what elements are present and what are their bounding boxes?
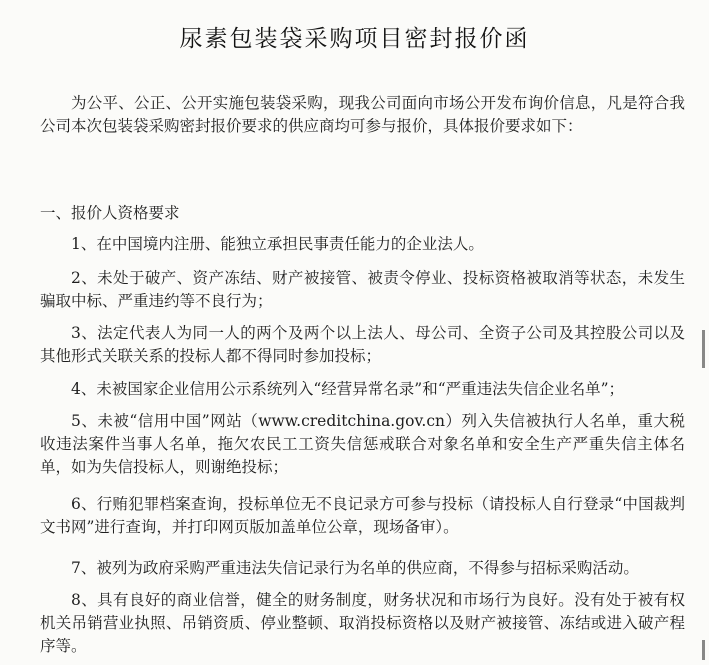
requirement-item-8: 8、具有良好的商业信誉，健全的财务制度，财务状况和市场行为良好。没有处于被有权机关吊销营业执照、吊销资质、停业整顿、取消投标资格以及财产被接管、冻结或进入破产程序等。 — [40, 591, 685, 655]
document-title: 尿素包装袋采购项目密封报价函 — [179, 26, 530, 52]
requirement-item-4: 4、未被国家企业信用公示系统列入“经营异常名录”和“严重违法失信企业名单”； — [71, 380, 625, 398]
scan-edge-mark — [702, 640, 705, 660]
requirement-item-6: 6、行贿犯罪档案查询，投标单位无不良记录方可参与投标（请投标人自行登录“中国裁判文书网”进行查询，并打印网页版加盖单位公章，现场备审）。 — [40, 495, 685, 536]
intro-paragraph: 为公平、公正、公开实施包装袋采购，现我公司面向市场公开发布询价信息，凡是符合我公司本次包装袋采购密封报价要求的供应商均可参与报价，具体报价要求如下： — [40, 94, 685, 135]
requirement-item-7: 7、被列为政府采购严重违法失信记录行为名单的供应商，不得参与招标采购活动。 — [71, 559, 639, 577]
requirement-item-1: 1、在中国境内注册、能独立承担民事责任能力的企业法人。 — [71, 235, 484, 253]
section-heading-qualifications: 一、报价人资格要求 — [40, 204, 180, 222]
requirement-item-2: 2、未处于破产、资产冻结、财产被接管、被责令停业、投标资格被取消等状态，未发生骗取中标、严重违约等不良行为； — [40, 269, 685, 310]
requirement-item-3: 3、法定代表人为同一人的两个及两个以上法人、母公司、全资子公司及其控股公司以及其他形式关联关系的投标人都不得同时参加投标； — [40, 324, 685, 365]
requirement-item-5: 5、未被“信用中国”网站（www.creditchina.gov.cn）列入失信被执行人名单，重大税收违法案件当事人名单，拖欠农民工工资失信惩戒联合对象名单和安全生产严重失信主体名单，如为失信投标人，则谢绝投标； — [40, 412, 685, 476]
scan-edge-mark — [702, 330, 705, 368]
